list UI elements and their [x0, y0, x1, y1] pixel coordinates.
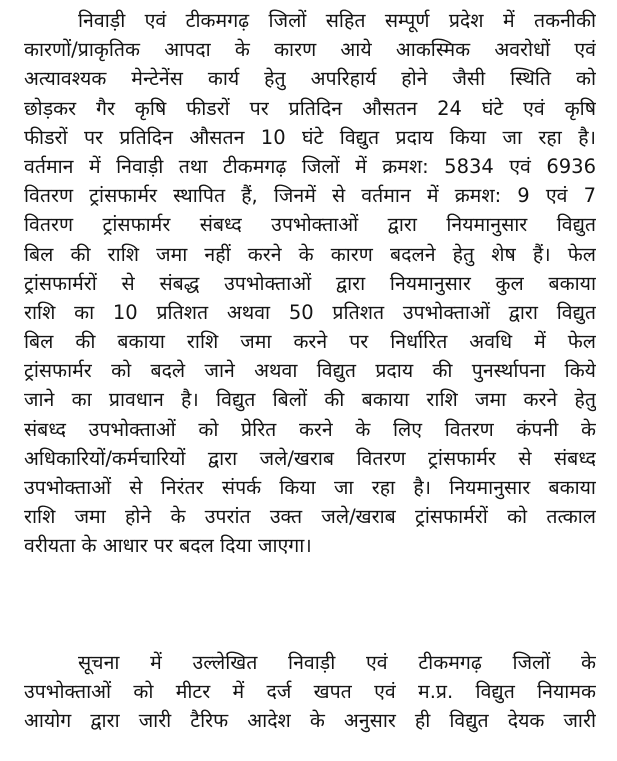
text-line: राशि का 10 प्रतिशत अथवा 50 प्रतिशत उपभोक्ताओं द्वारा विद्युत [24, 300, 596, 324]
text-line: वरीयता के आधार पर बदल दिया जाएगा। [24, 534, 312, 558]
text-line: वर्तमान में निवाड़ी तथा टीकमगढ़ जिलों में क्रमश: 5834 एवं 6936 [24, 154, 596, 178]
text-line: ट्रांसफार्मरों से संबद्ध उपभोक्ताओं द्वारा नियमानुसार कुल बकाया [24, 271, 596, 295]
text-line: राशि जमा होने के उपरांत उक्त जले/खराब ट्रांसफार्मरों को तत्काल [24, 505, 596, 529]
paragraph-power-supply-status [24, 6, 596, 561]
text-line: संबध्द उपभोक्ताओं को प्रेरित करने के लिए वितरण कंपनी के [24, 417, 596, 441]
text-line: छोड़कर गैर कृषि फीडरों पर प्रतिदिन औसतन 24 घंटे एवं कृषि [24, 96, 596, 120]
text-line: ट्रांसफार्मर को बदले जाने अथवा विद्युत प्रदाय की पुनर्स्थापना किये [24, 359, 596, 383]
text-line: कारणों/प्राकृतिक आपदा के कारण आये आकस्मिक अवरोधों एवं [24, 38, 596, 62]
text-line: उपभोक्ताओं से निरंतर संपर्क किया जा रहा है। नियमानुसार बकाया [24, 476, 596, 499]
text-line: उपभोक्ताओं को मीटर में दर्ज खपत एवं म.प्र. विद्युत नियामक [24, 680, 596, 704]
text-line: अत्यावश्यक मेन्टेनेंस कार्य हेतु अपरिहार्य होने जैसी स्थिति को [24, 67, 596, 91]
text-line: जाने का प्रावधान है। विद्युत बिलों की बकाया राशि जमा करने हेतु [24, 388, 596, 412]
text-line: बिल की राशि जमा नहीं करने के कारण बदलने हेतु शेष हैं। फेल [24, 242, 596, 266]
text-line: फीडरों पर प्रतिदिन औसतन 10 घंटे विद्युत प्रदाय किया जा रहा है। [24, 125, 596, 149]
text-line: वितरण ट्रांसफार्मर स्थापित हैं, जिनमें से वर्तमान में क्रमश: 9 एवं 7 [24, 184, 596, 208]
text-line: अधिकारियों/कर्मचारियों द्वारा जले/खराब वितरण ट्रांसफार्मर से संबध्द [24, 446, 596, 470]
text-line: वितरण ट्रांसफार्मर संबध्द उपभोक्ताओं द्वारा नियमानुसार विद्युत [24, 213, 596, 237]
text-line: निवाड़ी एवं टीकमगढ़ जिलों सहित सम्पूर्ण प्रदेश में तकनीकी [78, 9, 596, 32]
paragraph-metering-billing [24, 648, 596, 736]
text-line: सूचना में उल्लेखित निवाड़ी एवं टीकमगढ़ जिलों के [78, 651, 596, 674]
text-line: बिल की बकाया राशि जमा करने पर निर्धारित अवधि में फेल [24, 330, 596, 354]
text-line: आयोग द्वारा जारी टैरिफ आदेश के अनुसार ही विद्युत देयक जारी [24, 709, 596, 733]
